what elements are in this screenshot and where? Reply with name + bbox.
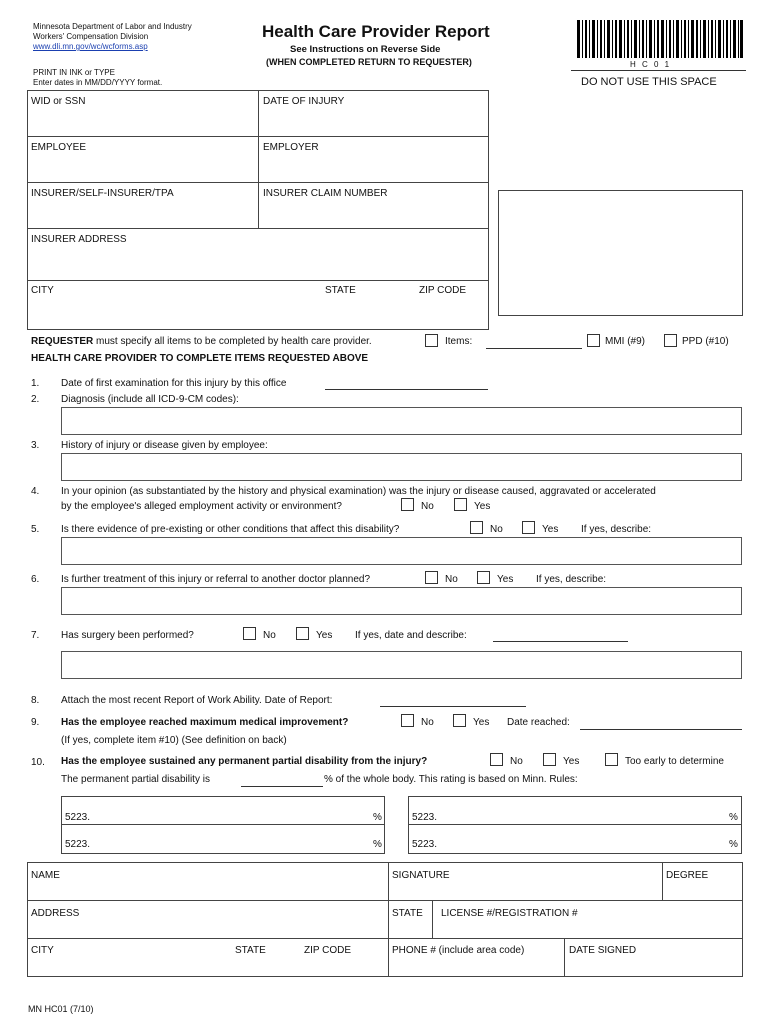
requester-instructions [31, 336, 372, 347]
too-early-label: Too early to determine [625, 756, 724, 767]
item-4-no-checkbox[interactable] [401, 498, 414, 511]
item-9-no-label: No [421, 717, 434, 728]
item-2-question: Diagnosis (include all ICD-9-CM codes): [61, 394, 239, 405]
hcp-instructions: HEALTH CARE PROVIDER TO COMPLETE ITEMS REQUESTED ABOVE [31, 353, 369, 364]
item-3-question: History of injury or disease given by employee: [61, 440, 268, 451]
item-9-number: 9. [31, 717, 40, 728]
items-label: Items: [445, 336, 473, 347]
mmi-checkbox[interactable] [587, 334, 600, 347]
item-5-yes-label: Yes [542, 524, 559, 535]
items-line[interactable] [486, 348, 582, 349]
item-6-number: 6. [31, 574, 40, 585]
state-label: STATE [325, 285, 356, 296]
date-reached-label: Date reached: [507, 717, 570, 728]
claim-number-label: INSURER CLAIM NUMBER [263, 188, 388, 199]
phone-field[interactable] [389, 939, 565, 976]
agency-name [33, 22, 192, 52]
item-6-describe-label: If yes, describe: [536, 574, 607, 585]
rule-4-pct: % [729, 839, 738, 850]
insurer-address-field[interactable] [28, 229, 489, 281]
item-6-no-label: No [445, 574, 458, 585]
item-10-no-label: No [510, 756, 523, 767]
provider-state-label: STATE [235, 945, 266, 956]
item-4-number: 4. [31, 486, 40, 497]
rule-row-3[interactable] [409, 797, 741, 825]
rules-box-left [61, 796, 385, 854]
item-8-number: 8. [31, 695, 40, 706]
degree-field[interactable] [663, 863, 742, 901]
rule-2-pct: % [373, 839, 382, 850]
insurer-label: INSURER/SELF-INSURER/TPA [31, 188, 174, 199]
item-4-yes-checkbox[interactable] [454, 498, 467, 511]
signature-field[interactable] [389, 863, 663, 901]
ppd-percent-post: % of the whole body. This rating is based on Minn. Rules: [324, 774, 578, 785]
provider-zip-label: ZIP CODE [304, 945, 352, 956]
license-field[interactable] [433, 901, 742, 939]
rule-row-4[interactable] [409, 825, 741, 853]
name-field[interactable] [28, 863, 389, 901]
item-7-describe-field[interactable] [61, 651, 742, 679]
employee-field[interactable] [28, 137, 259, 183]
item-10-no-checkbox[interactable] [490, 753, 503, 766]
item-3-number: 3. [31, 440, 40, 451]
item-4-question-cont: by the employee's alleged employment activity or environment? [61, 501, 342, 512]
forms-link[interactable]: www.dli.mn.gov/wc/wcforms.asp [33, 42, 148, 51]
rule-3-prefix: 5223. [412, 812, 438, 823]
license-state-label: STATE [392, 908, 423, 919]
form-title: Health Care Provider Report [262, 22, 490, 41]
ppd-label: PPD (#10) [682, 336, 729, 347]
item-6-no-checkbox[interactable] [425, 571, 438, 584]
signature-label: SIGNATURE [392, 870, 450, 881]
item-8-question: Attach the most recent Report of Work Ability. Date of Report: [61, 695, 333, 706]
history-field[interactable] [61, 453, 742, 481]
item-5-no-checkbox[interactable] [470, 521, 483, 534]
agency-line-2: Workers' Compensation Division [33, 32, 149, 41]
item-9-no-checkbox[interactable] [401, 714, 414, 727]
employer-field[interactable] [259, 137, 489, 183]
diagnosis-field[interactable] [61, 407, 742, 435]
address-label: ADDRESS [31, 908, 80, 919]
item-5-yes-checkbox[interactable] [522, 521, 535, 534]
requester-text: must specify all items to be completed by health care provider. [93, 336, 372, 347]
print-note-line-1: PRINT IN INK or TYPE [33, 68, 115, 77]
claim-number-field[interactable] [259, 183, 489, 229]
item-10-question: Has the employee sustained any permanent partial disability from the injury? [61, 756, 428, 767]
item-6-describe-field[interactable] [61, 587, 742, 615]
city-state-zip-field[interactable] [28, 281, 489, 329]
provider-city-label: CITY [31, 945, 54, 956]
item-6-yes-label: Yes [497, 574, 514, 585]
item-7-yes-label: Yes [316, 630, 333, 641]
item-7-no-label: No [263, 630, 276, 641]
item-1-number: 1. [31, 378, 40, 389]
provider-info-grid [27, 862, 743, 977]
subtitle-instructions: See Instructions on Reverse Side [290, 44, 441, 55]
item-10-yes-label: Yes [563, 756, 580, 767]
barcode-image [577, 20, 743, 60]
print-note-line-2: Enter dates in MM/DD/YYYY format. [33, 78, 163, 87]
surgery-date-line[interactable] [493, 641, 628, 642]
date-of-injury-field[interactable] [259, 91, 489, 137]
ppd-percent-line[interactable] [241, 786, 323, 787]
item-5-question: Is there evidence of pre-existing or other conditions that affect this disability? [61, 524, 400, 535]
rule-row-2[interactable] [62, 825, 384, 853]
mmi-label: MMI (#9) [605, 336, 645, 347]
item-7-question: Has surgery been performed? [61, 630, 194, 641]
item-5-number: 5. [31, 524, 40, 535]
barcode-text: H C 0 1 [630, 60, 672, 69]
first-exam-date-line[interactable] [325, 389, 488, 390]
item-7-yes-checkbox[interactable] [296, 627, 309, 640]
item-4-no-label: No [421, 501, 434, 512]
claim-info-grid [27, 90, 489, 330]
ppd-checkbox[interactable] [664, 334, 677, 347]
date-reached-line[interactable] [580, 729, 742, 730]
item-1-question: Date of first examination for this injury by this office [61, 378, 287, 389]
item-6-question: Is further treatment of this injury or referral to another doctor planned? [61, 574, 371, 585]
wid-field[interactable] [28, 91, 259, 137]
item-5-describe-label: If yes, describe: [581, 524, 652, 535]
item-4-yes-label: Yes [474, 501, 491, 512]
city-label: CITY [31, 285, 54, 296]
work-ability-date-line[interactable] [380, 706, 526, 707]
insurer-field[interactable] [28, 183, 259, 229]
form-id: MN HC01 (7/10) [28, 1004, 94, 1014]
rule-4-prefix: 5223. [412, 839, 438, 850]
date-signed-field[interactable] [565, 939, 742, 976]
insurer-address-label: INSURER ADDRESS [31, 234, 127, 245]
rule-1-prefix: 5223. [65, 812, 91, 823]
date-of-injury-label: DATE OF INJURY [263, 96, 345, 107]
item-5-no-label: No [490, 524, 503, 535]
item-9-yes-checkbox[interactable] [453, 714, 466, 727]
office-use-box [498, 190, 743, 316]
item-9-question: Has the employee reached maximum medical improvement? [61, 717, 349, 728]
license-state-field[interactable] [389, 901, 433, 939]
item-10-yes-checkbox[interactable] [543, 753, 556, 766]
subtitle-return: (WHEN COMPLETED RETURN TO REQUESTER) [266, 57, 472, 67]
item-2-number: 2. [31, 394, 40, 405]
date-signed-label: DATE SIGNED [569, 945, 637, 956]
ppd-percent-pre: The permanent partial disability is [61, 774, 210, 785]
item-9-yes-label: Yes [473, 717, 490, 728]
employee-label: EMPLOYEE [31, 142, 87, 153]
items-checkbox[interactable] [425, 334, 438, 347]
print-note [33, 68, 162, 88]
rule-3-pct: % [729, 812, 738, 823]
item-10-number: 10. [31, 757, 45, 768]
phone-label: PHONE # (include area code) [392, 945, 525, 956]
item-6-yes-checkbox[interactable] [477, 571, 490, 584]
employer-label: EMPLOYER [263, 142, 319, 153]
provider-city-state-zip-field[interactable] [28, 939, 389, 976]
rule-2-prefix: 5223. [65, 839, 91, 850]
rules-box-right [408, 796, 742, 854]
item-7-no-checkbox[interactable] [243, 627, 256, 640]
rule-1-pct: % [373, 812, 382, 823]
do-not-use-label: DO NOT USE THIS SPACE [581, 76, 717, 88]
wid-label: WID or SSN [31, 96, 86, 107]
agency-line-1: Minnesota Department of Labor and Industry [33, 22, 192, 31]
item-7-number: 7. [31, 630, 40, 641]
requester-bold: REQUESTER [31, 336, 94, 347]
barcode-underline [571, 70, 746, 71]
too-early-checkbox[interactable] [605, 753, 618, 766]
item-4-question: In your opinion (as substantiated by the history and physical examination) was the injury or disease caused, aggravated or accelerated [61, 486, 656, 497]
item-5-describe-field[interactable] [61, 537, 742, 565]
license-label: LICENSE #/REGISTRATION # [441, 908, 578, 919]
address-field[interactable] [28, 901, 389, 939]
degree-label: DEGREE [666, 870, 709, 881]
item-7-describe-label: If yes, date and describe: [355, 630, 467, 641]
name-label: NAME [31, 870, 60, 881]
rule-row-1[interactable] [62, 797, 384, 825]
item-9-note: (If yes, complete item #10) (See definition on back) [61, 735, 287, 746]
zip-label: ZIP CODE [419, 285, 467, 296]
